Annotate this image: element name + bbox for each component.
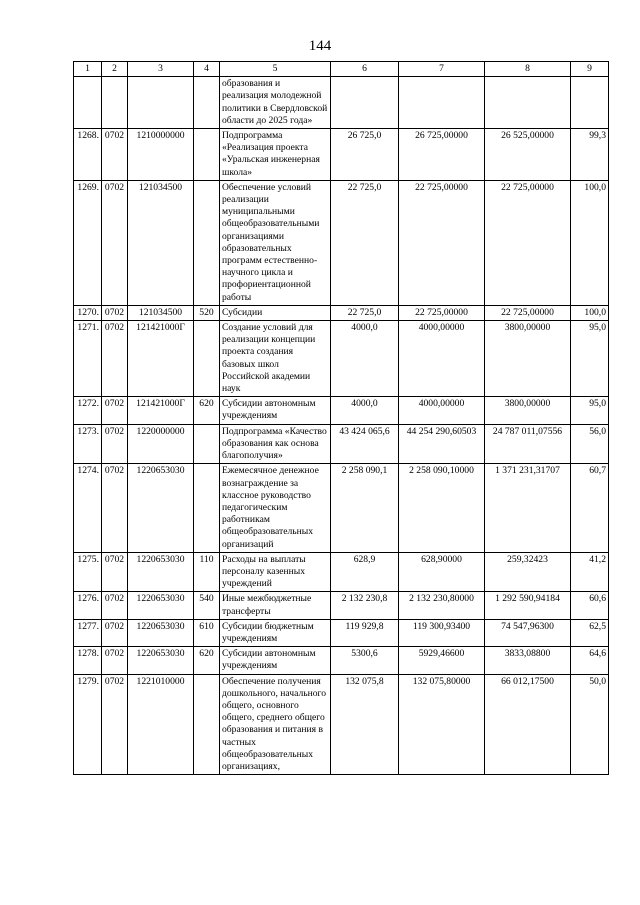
executed-amount-cell: 74 547,96300 bbox=[485, 619, 571, 646]
row-number-cell: 1279. bbox=[74, 674, 102, 775]
target-article-cell: 1210000000 bbox=[128, 129, 194, 181]
row-number-cell: 1269. bbox=[74, 180, 102, 305]
target-article-cell: 1220653030 bbox=[128, 552, 194, 592]
refined-amount-cell: 44 254 290,60503 bbox=[399, 424, 485, 464]
refined-amount-cell: 628,90000 bbox=[399, 552, 485, 592]
table-row bbox=[74, 647, 609, 674]
table-row bbox=[74, 305, 609, 320]
expense-type-cell: 520 bbox=[194, 305, 220, 320]
row-number-cell: 1278. bbox=[74, 647, 102, 674]
executed-amount-cell: 24 787 011,07556 bbox=[485, 424, 571, 464]
section-code-cell: 0702 bbox=[102, 397, 128, 424]
approved-amount-cell: 26 725,0 bbox=[331, 129, 399, 181]
refined-amount-cell: 132 075,80000 bbox=[399, 674, 485, 775]
execution-percent-cell: 50,0 bbox=[571, 674, 609, 775]
expense-type-cell: 110 bbox=[194, 552, 220, 592]
item-name-cell: Создание условий для реализации концепции проекта создания базовых школ Российской академии наук bbox=[220, 321, 331, 397]
approved-amount-cell: 2 258 090,1 bbox=[331, 464, 399, 552]
refined-amount-cell: 4000,00000 bbox=[399, 321, 485, 397]
row-number-cell: 1274. bbox=[74, 464, 102, 552]
table-header-row bbox=[74, 62, 609, 77]
section-code-cell: 0702 bbox=[102, 305, 128, 320]
section-code-cell: 0702 bbox=[102, 424, 128, 464]
table-row bbox=[74, 619, 609, 646]
executed-amount-cell: 3800,00000 bbox=[485, 321, 571, 397]
table-row bbox=[74, 464, 609, 552]
table-row bbox=[74, 424, 609, 464]
section-code-cell: 0702 bbox=[102, 552, 128, 592]
refined-amount-cell bbox=[399, 77, 485, 129]
header-cell: 9 bbox=[571, 62, 609, 77]
row-number-cell: 1271. bbox=[74, 321, 102, 397]
section-code-cell bbox=[102, 77, 128, 129]
executed-amount-cell: 22 725,00000 bbox=[485, 180, 571, 305]
item-name-cell: Подпрограмма «Реализация проекта «Уральская инженерная школа» bbox=[220, 129, 331, 181]
target-article-cell: 1220000000 bbox=[128, 424, 194, 464]
expense-type-cell bbox=[194, 77, 220, 129]
executed-amount-cell: 22 725,00000 bbox=[485, 305, 571, 320]
section-code-cell: 0702 bbox=[102, 321, 128, 397]
item-name-cell: Расходы на выплаты персоналу казенных учреждений bbox=[220, 552, 331, 592]
expense-type-cell bbox=[194, 424, 220, 464]
execution-percent-cell: 56,0 bbox=[571, 424, 609, 464]
table-row bbox=[74, 397, 609, 424]
expense-type-cell: 540 bbox=[194, 592, 220, 619]
expense-type-cell bbox=[194, 321, 220, 397]
target-article-cell: 1220653030 bbox=[128, 647, 194, 674]
execution-percent-cell: 60,7 bbox=[571, 464, 609, 552]
row-number-cell: 1272. bbox=[74, 397, 102, 424]
approved-amount-cell: 119 929,8 bbox=[331, 619, 399, 646]
refined-amount-cell: 22 725,00000 bbox=[399, 180, 485, 305]
approved-amount-cell: 4000,0 bbox=[331, 321, 399, 397]
target-article-cell: 1221010000 bbox=[128, 674, 194, 775]
approved-amount-cell: 22 725,0 bbox=[331, 180, 399, 305]
target-article-cell: 1220653030 bbox=[128, 464, 194, 552]
target-article-cell: 1220653030 bbox=[128, 619, 194, 646]
item-name-cell: Субсидии bbox=[220, 305, 331, 320]
expense-type-cell: 620 bbox=[194, 397, 220, 424]
target-article-cell bbox=[128, 77, 194, 129]
expense-type-cell: 620 bbox=[194, 647, 220, 674]
item-name-cell: Обеспечение условий реализации муниципальными общеобразовательными организациями образовательных программ естественно-научного цикла и профориентационной работы bbox=[220, 180, 331, 305]
executed-amount-cell: 259,32423 bbox=[485, 552, 571, 592]
execution-percent-cell: 41,2 bbox=[571, 552, 609, 592]
item-name-cell: Обеспечение получения дошкольного, начального общего, основного общего, среднего общего образования и питания в частных общеобразовательных организациях, bbox=[220, 674, 331, 775]
item-name-cell: Подпрограмма «Качество образования как основа благополучия» bbox=[220, 424, 331, 464]
section-code-cell: 0702 bbox=[102, 674, 128, 775]
header-cell: 3 bbox=[128, 62, 194, 77]
target-article-cell: 121421000Г bbox=[128, 321, 194, 397]
table-row bbox=[74, 592, 609, 619]
execution-percent-cell: 95,0 bbox=[571, 397, 609, 424]
page-number: 144 bbox=[308, 38, 332, 54]
execution-percent-cell: 64,6 bbox=[571, 647, 609, 674]
section-code-cell: 0702 bbox=[102, 464, 128, 552]
item-name-cell: Субсидии бюджетным учреждениям bbox=[220, 619, 331, 646]
table-row bbox=[74, 180, 609, 305]
target-article-cell: 121034500 bbox=[128, 305, 194, 320]
approved-amount-cell: 5300,6 bbox=[331, 647, 399, 674]
expense-type-cell bbox=[194, 180, 220, 305]
approved-amount-cell: 2 132 230,8 bbox=[331, 592, 399, 619]
item-name-cell: Субсидии автономным учреждениям bbox=[220, 397, 331, 424]
refined-amount-cell: 4000,00000 bbox=[399, 397, 485, 424]
table-row bbox=[74, 77, 609, 129]
expense-type-cell: 610 bbox=[194, 619, 220, 646]
section-code-cell: 0702 bbox=[102, 592, 128, 619]
executed-amount-cell: 3800,00000 bbox=[485, 397, 571, 424]
header-cell: 1 bbox=[74, 62, 102, 77]
row-number-cell: 1275. bbox=[74, 552, 102, 592]
item-name-cell: Субсидии автономным учреждениям bbox=[220, 647, 331, 674]
row-number-cell: 1276. bbox=[74, 592, 102, 619]
approved-amount-cell: 628,9 bbox=[331, 552, 399, 592]
refined-amount-cell: 26 725,00000 bbox=[399, 129, 485, 181]
execution-percent-cell: 62,5 bbox=[571, 619, 609, 646]
table-row bbox=[74, 674, 609, 775]
execution-percent-cell: 60,6 bbox=[571, 592, 609, 619]
item-name-cell: Ежемесячное денежное вознаграждение за классное руководство педагогическим работникам общеобразовательных организаций bbox=[220, 464, 331, 552]
approved-amount-cell: 132 075,8 bbox=[331, 674, 399, 775]
item-name-cell: образования и реализация молодежной политики в Свердловской области до 2025 года» bbox=[220, 77, 331, 129]
executed-amount-cell: 66 012,17500 bbox=[485, 674, 571, 775]
section-code-cell: 0702 bbox=[102, 180, 128, 305]
refined-amount-cell: 119 300,93400 bbox=[399, 619, 485, 646]
executed-amount-cell bbox=[485, 77, 571, 129]
approved-amount-cell: 4000,0 bbox=[331, 397, 399, 424]
table-row bbox=[74, 552, 609, 592]
target-article-cell: 1220653030 bbox=[128, 592, 194, 619]
section-code-cell: 0702 bbox=[102, 647, 128, 674]
execution-percent-cell bbox=[571, 77, 609, 129]
refined-amount-cell: 2 258 090,10000 bbox=[399, 464, 485, 552]
expense-type-cell bbox=[194, 464, 220, 552]
section-code-cell: 0702 bbox=[102, 619, 128, 646]
execution-percent-cell: 100,0 bbox=[571, 180, 609, 305]
header-cell: 7 bbox=[399, 62, 485, 77]
header-cell: 5 bbox=[220, 62, 331, 77]
approved-amount-cell bbox=[331, 77, 399, 129]
row-number-cell: 1277. bbox=[74, 619, 102, 646]
executed-amount-cell: 1 371 231,31707 bbox=[485, 464, 571, 552]
target-article-cell: 121034500 bbox=[128, 180, 194, 305]
item-name-cell: Иные межбюджетные трансферты bbox=[220, 592, 331, 619]
refined-amount-cell: 22 725,00000 bbox=[399, 305, 485, 320]
execution-percent-cell: 99,3 bbox=[571, 129, 609, 181]
row-number-cell bbox=[74, 77, 102, 129]
executed-amount-cell: 3833,08800 bbox=[485, 647, 571, 674]
table-row bbox=[74, 129, 609, 181]
target-article-cell: 121421000Г bbox=[128, 397, 194, 424]
refined-amount-cell: 5929,46600 bbox=[399, 647, 485, 674]
execution-percent-cell: 100,0 bbox=[571, 305, 609, 320]
expense-type-cell bbox=[194, 674, 220, 775]
budget-execution-table bbox=[73, 61, 609, 775]
executed-amount-cell: 26 525,00000 bbox=[485, 129, 571, 181]
row-number-cell: 1270. bbox=[74, 305, 102, 320]
row-number-cell: 1268. bbox=[74, 129, 102, 181]
executed-amount-cell: 1 292 590,94184 bbox=[485, 592, 571, 619]
row-number-cell: 1273. bbox=[74, 424, 102, 464]
approved-amount-cell: 22 725,0 bbox=[331, 305, 399, 320]
refined-amount-cell: 2 132 230,80000 bbox=[399, 592, 485, 619]
header-cell: 2 bbox=[102, 62, 128, 77]
execution-percent-cell: 95,0 bbox=[571, 321, 609, 397]
expense-type-cell bbox=[194, 129, 220, 181]
header-cell: 8 bbox=[485, 62, 571, 77]
header-cell: 4 bbox=[194, 62, 220, 77]
section-code-cell: 0702 bbox=[102, 129, 128, 181]
approved-amount-cell: 43 424 065,6 bbox=[331, 424, 399, 464]
table-row bbox=[74, 321, 609, 397]
header-cell: 6 bbox=[331, 62, 399, 77]
